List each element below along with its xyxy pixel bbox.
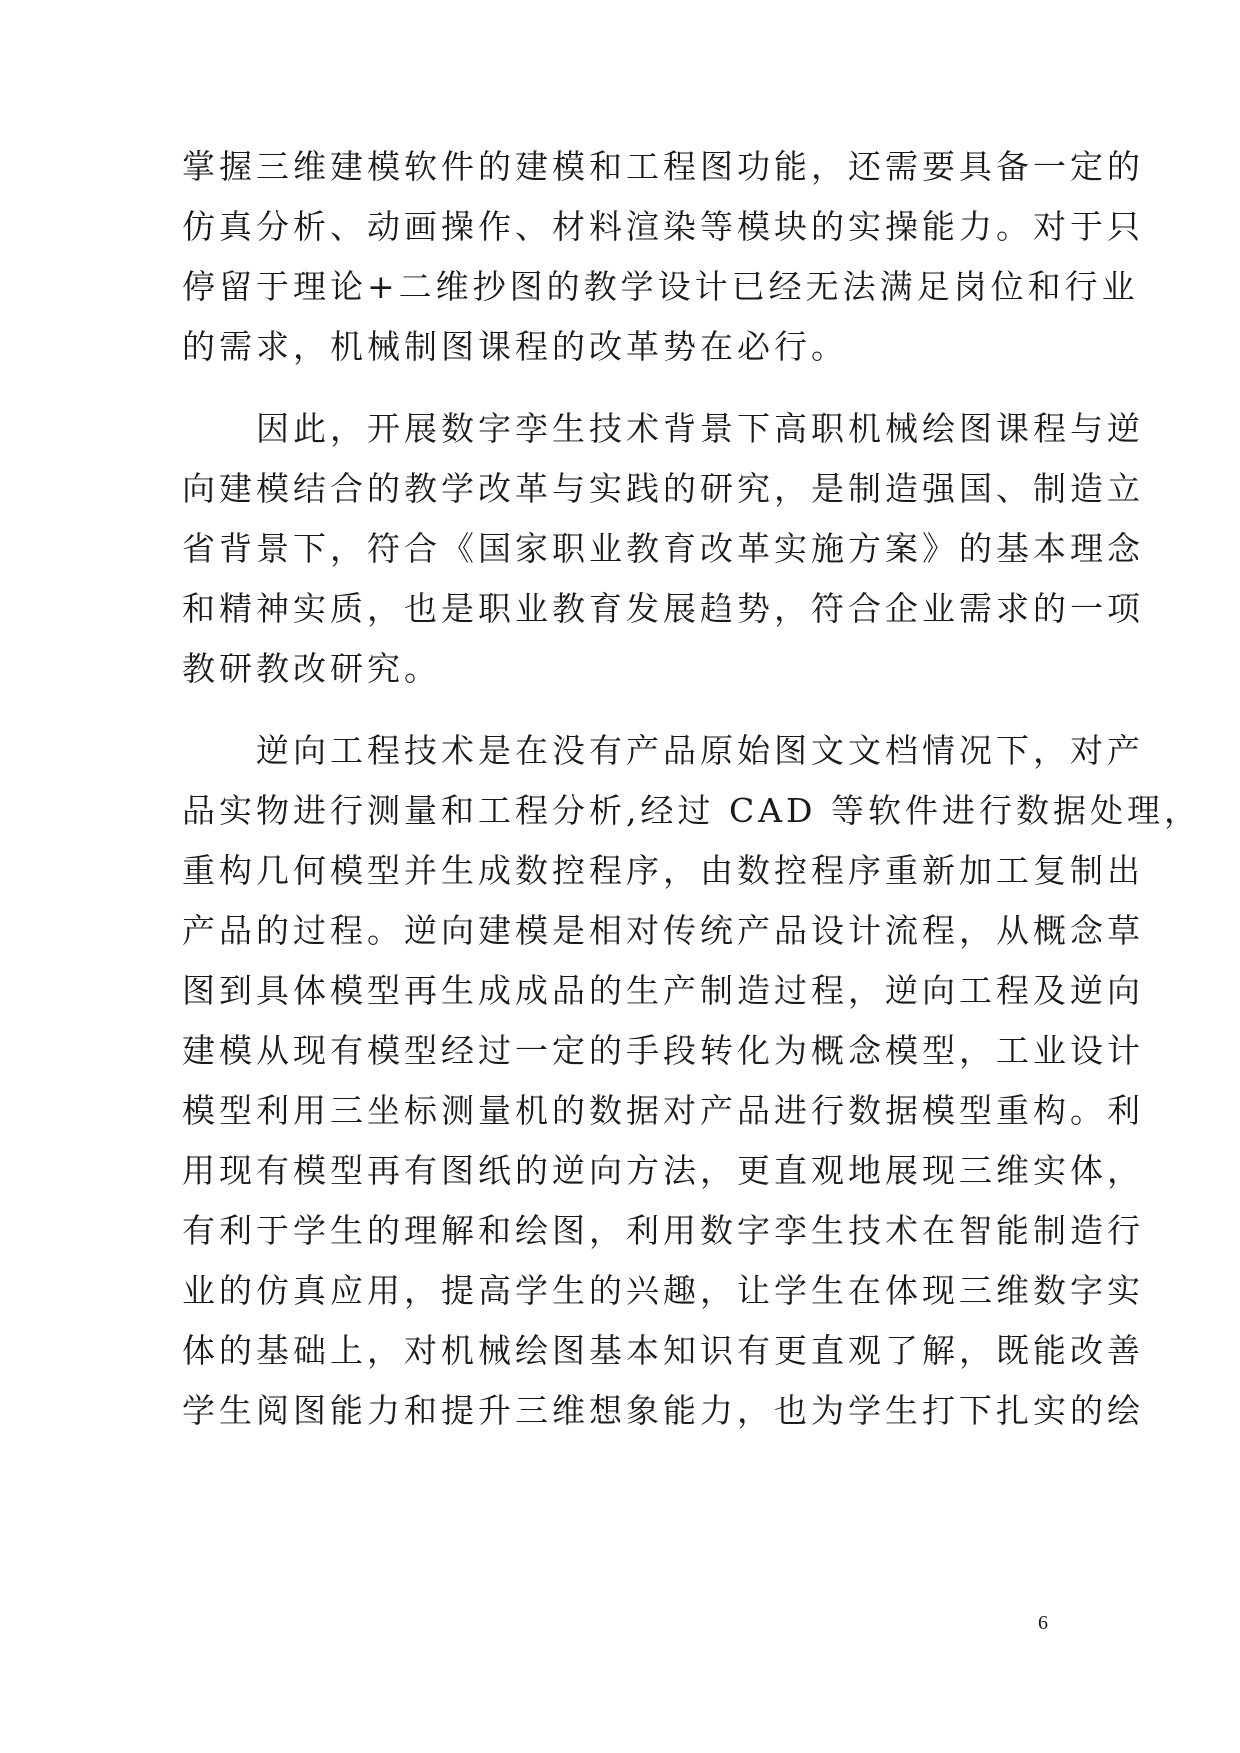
text-line: 建模从现有模型经过一定的手段转化为概念模型，工业设计 [182, 1031, 1144, 1070]
text-line: 省背景下，符合《国家职业教育改革实施方案》的基本理念 [182, 529, 1144, 568]
text-line: 的需求，机械制图课程的改革势在必行。 [182, 327, 848, 366]
text-line: 和精神实质，也是职业教育发展趋势，符合企业需求的一项 [182, 589, 1144, 628]
text-line: 品实物进行测量和工程分析,经过 CAD 等软件进行数据处理， [182, 791, 1202, 830]
text-line: 停留于理论+二维抄图的教学设计已经无法满足岗位和行业 [182, 267, 1139, 306]
text-line: 掌握三维建模软件的建模和工程图功能，还需要具备一定的 [182, 147, 1144, 186]
text-line: 学生阅图能力和提升三维想象能力，也为学生打下扎实的绘 [182, 1391, 1144, 1430]
text-line: 有利于学生的理解和绘图，利用数字孪生技术在智能制造行 [182, 1211, 1144, 1250]
text-line: 因此，开展数字孪生技术背景下高职机械绘图课程与逆 [182, 409, 1144, 448]
text-line: 向建模结合的教学改革与实践的研究，是制造强国、制造立 [182, 469, 1144, 508]
text-line: 业的仿真应用，提高学生的兴趣，让学生在体现三维数字实 [182, 1271, 1144, 1310]
text-line: 重构几何模型并生成数控程序，由数控程序重新加工复制出 [182, 851, 1144, 890]
text-line: 教研教改研究。 [182, 649, 441, 688]
text-line: 模型利用三坐标测量机的数据对产品进行数据模型重构。利 [182, 1091, 1144, 1130]
text-line: 产品的过程。逆向建模是相对传统产品设计流程，从概念草 [182, 911, 1144, 950]
text-line: 图到具体模型再生成成品的生产制造过程，逆向工程及逆向 [182, 971, 1144, 1010]
text-line: 用现有模型再有图纸的逆向方法，更直观地展现三维实体， [182, 1151, 1144, 1190]
text-line: 体的基础上，对机械绘图基本知识有更直观了解，既能改善 [182, 1331, 1144, 1370]
text-line: 仿真分析、动画操作、材料渲染等模块的实操能力。对于只 [182, 207, 1144, 246]
page-number: 6 [1038, 1612, 1048, 1634]
text-line: 逆向工程技术是在没有产品原始图文文档情况下，对产 [182, 731, 1144, 770]
